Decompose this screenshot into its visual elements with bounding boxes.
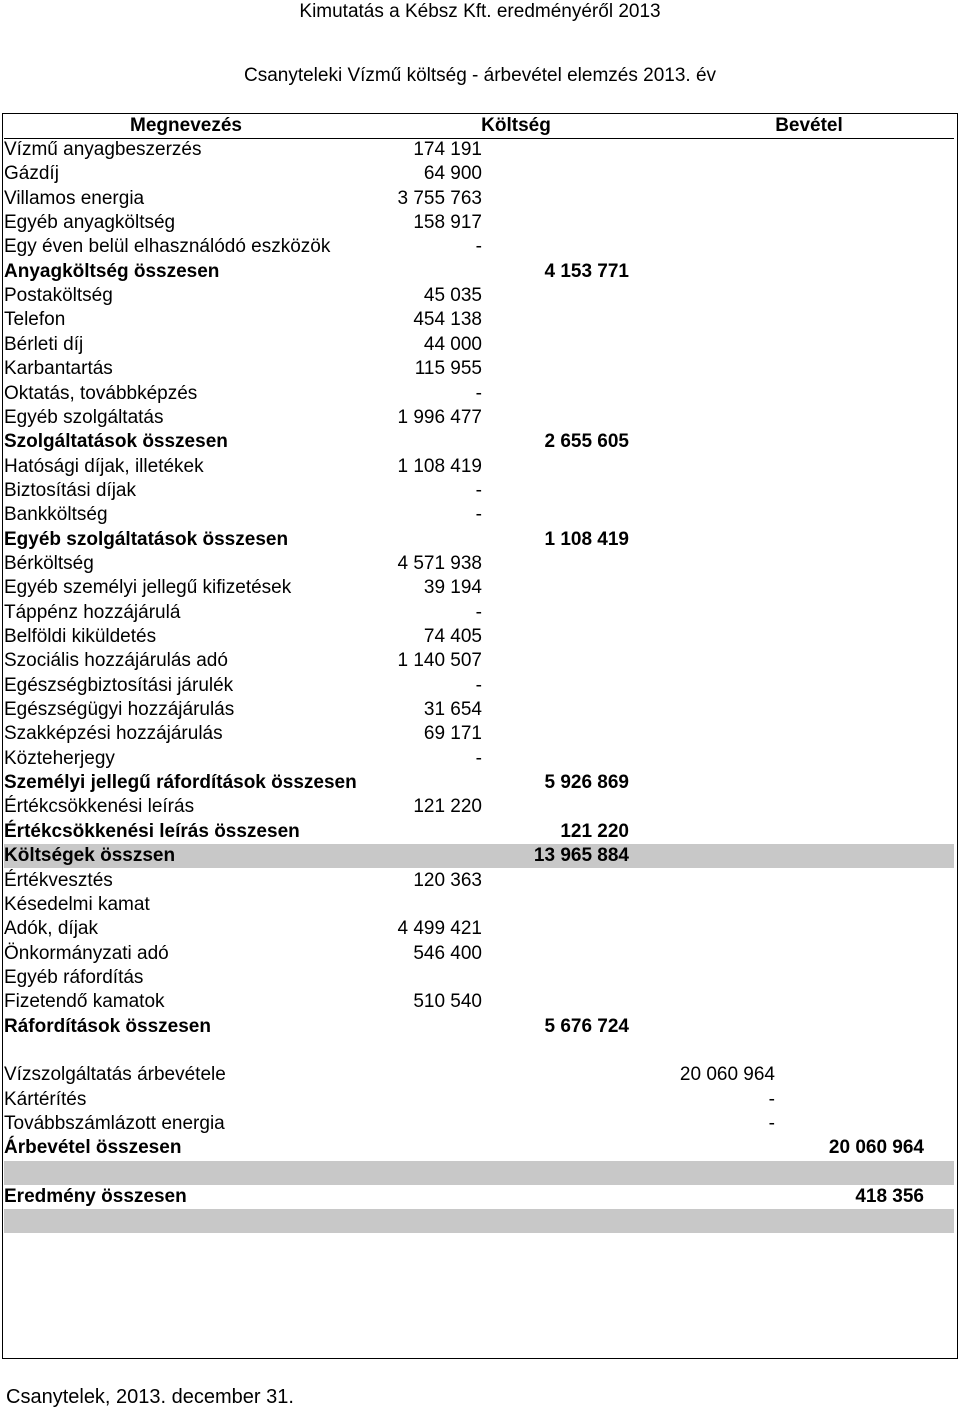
- row-cost: -: [475, 479, 482, 501]
- row-name: Bérköltség: [4, 552, 94, 574]
- table-row: [4, 601, 954, 625]
- row-name: Gázdíj: [4, 163, 59, 185]
- row-total: 418 356: [855, 1186, 924, 1208]
- table-row: [4, 795, 954, 819]
- table-row: [4, 942, 954, 966]
- table-row: [4, 820, 954, 844]
- document-subtitle: Csanyteleki Vízmű költség - árbevétel elemzés 2013. év: [243, 65, 717, 86]
- row-name: Biztosítási díjak: [4, 479, 136, 501]
- row-cost: -: [475, 674, 482, 696]
- row-name: Egy éven belül elhasználódó eszközök: [4, 236, 331, 258]
- row-cost: -: [475, 504, 482, 526]
- table-row: [4, 187, 954, 211]
- row-cost: 44 000: [423, 333, 482, 355]
- table-row: [4, 430, 954, 454]
- table-row: [4, 1209, 954, 1233]
- table-row: [4, 162, 954, 186]
- row-name: Postaköltség: [4, 285, 113, 307]
- table-header: [4, 114, 954, 139]
- row-subtotal: 2 655 605: [544, 431, 629, 453]
- row-cost: 120 363: [413, 869, 482, 891]
- row-name: Közteherjegy: [4, 747, 115, 769]
- row-subtotal: 1 108 419: [544, 528, 629, 550]
- row-cost: 510 540: [413, 991, 482, 1013]
- table-row: [4, 674, 954, 698]
- row-name: Egyéb személyi jellegű kifizetések: [4, 577, 292, 599]
- table-row: [4, 308, 954, 332]
- row-name: Anyagköltség összesen: [4, 260, 220, 282]
- row-subtotal: 121 220: [560, 820, 629, 842]
- row-subtotal: 4 153 771: [544, 260, 629, 282]
- row-name: Egyéb anyagköltség: [4, 212, 176, 234]
- table-row: [4, 528, 954, 552]
- row-name: Továbbszámlázott energia: [4, 1113, 225, 1134]
- row-name: Egyéb ráfordítás: [4, 966, 144, 988]
- row-cost: 4 571 938: [397, 552, 482, 574]
- table-row: [4, 649, 954, 673]
- row-name: Értékcsökkenési leírás összesen: [4, 820, 300, 842]
- document-title: Kimutatás a Kébsz Kft. eredményéről 2013: [299, 1, 661, 22]
- table-row: [4, 917, 954, 941]
- row-total: 20 060 964: [828, 1137, 924, 1159]
- row-name: Telefon: [4, 309, 66, 331]
- row-name: Árbevétel összesen: [4, 1137, 182, 1159]
- table-row: [4, 406, 954, 430]
- row-name: Vízszolgáltatás árbevétele: [4, 1064, 226, 1086]
- row-subtotal: 5 926 869: [544, 772, 629, 794]
- row-cost: 39 194: [423, 577, 482, 599]
- row-cost: 3 755 763: [397, 187, 482, 209]
- row-cost: 74 405: [423, 626, 482, 647]
- header-cost: Költség: [481, 115, 551, 136]
- table-row: [4, 747, 954, 771]
- table-row: [4, 260, 954, 284]
- row-name: Oktatás, továbbképzés: [4, 382, 198, 404]
- row-name: Önkormányzati adó: [4, 942, 169, 964]
- row-name: Egészségbiztosítási járulék: [4, 674, 234, 696]
- row-revenue: -: [768, 1088, 775, 1110]
- row-name: Személyi jellegű ráfordítások összesen: [4, 772, 357, 794]
- row-cost: 121 220: [413, 796, 482, 818]
- row-cost: 1 108 419: [397, 455, 482, 477]
- row-name: Értékcsökkenési leírás: [4, 796, 195, 818]
- table-row: [4, 1088, 954, 1112]
- table-row: [4, 333, 954, 357]
- table-row: [4, 1112, 954, 1136]
- row-name: Egyéb szolgáltatások összesen: [4, 528, 289, 550]
- row-name: Szociális hozzájárulás adó: [4, 650, 228, 672]
- row-cost: -: [475, 747, 482, 769]
- table-row: [4, 576, 954, 600]
- table-row: [4, 1063, 954, 1087]
- row-subtotal: 5 676 724: [544, 1015, 629, 1037]
- row-cost: 69 171: [423, 723, 482, 745]
- row-cost: 1 140 507: [397, 650, 482, 672]
- row-cost: 4 499 421: [397, 918, 482, 940]
- table-row: [4, 138, 954, 162]
- row-cost: 31 654: [423, 699, 482, 721]
- row-name: Kártérítés: [4, 1088, 87, 1110]
- row-revenue: -: [768, 1113, 775, 1134]
- table-row: [4, 1136, 954, 1160]
- table-row: [4, 382, 954, 406]
- row-cost: 546 400: [413, 942, 482, 964]
- row-cost: 158 917: [413, 212, 482, 234]
- row-name: Szolgáltatások összesen: [4, 431, 228, 453]
- row-cost: 115 955: [414, 358, 482, 380]
- row-name: Ráfordítások összesen: [4, 1015, 211, 1037]
- row-cost: -: [475, 382, 482, 404]
- row-cost: 45 035: [423, 285, 482, 307]
- table-row: [4, 698, 954, 722]
- table-row: [4, 284, 954, 308]
- row-name: Villamos energia: [4, 187, 145, 209]
- table-row: [4, 479, 954, 503]
- table-row: [4, 1015, 954, 1039]
- row-name: Egyéb szolgáltatás: [4, 406, 164, 428]
- row-name: Késedelmi kamat: [4, 893, 150, 915]
- table-row: [4, 771, 954, 795]
- row-subtotal: 13 965 884: [533, 845, 629, 867]
- row-name: Karbantartás: [4, 358, 113, 380]
- table-row: [4, 1039, 954, 1063]
- row-name: Bérleti díj: [4, 333, 84, 355]
- row-cost: -: [475, 601, 482, 623]
- table-row: [4, 625, 954, 649]
- row-name: Szakképzési hozzájárulás: [4, 723, 223, 745]
- table-row: [4, 844, 954, 868]
- row-name: Belföldi kiküldetés: [4, 626, 157, 647]
- row-name: Bankköltség: [4, 504, 108, 526]
- table-row: [4, 990, 954, 1014]
- row-name: Értékvesztés: [4, 869, 113, 891]
- header-revenue: Bevétel: [775, 115, 843, 136]
- document-footer: Csanytelek, 2013. december 31.: [6, 1386, 294, 1408]
- row-name: Eredmény összesen: [4, 1186, 187, 1208]
- row-revenue: 20 060 964: [679, 1064, 775, 1086]
- table-row: [4, 869, 954, 893]
- table-row: [4, 235, 954, 259]
- table-row: [4, 1161, 954, 1185]
- row-name: Vízmű anyagbeszerzés: [4, 139, 202, 160]
- row-name: Egészségügyi hozzájárulás: [4, 699, 235, 721]
- table-row: [4, 455, 954, 479]
- row-cost: -: [475, 236, 482, 258]
- table-row: [4, 503, 954, 527]
- table-row: [4, 722, 954, 746]
- table-row: [4, 893, 954, 917]
- row-cost: 64 900: [423, 163, 482, 185]
- table-row: [4, 357, 954, 381]
- table-row: [4, 966, 954, 990]
- row-cost: 174 191: [413, 139, 482, 160]
- row-name: Költségek összsen: [4, 845, 176, 867]
- header-name: Megnevezés: [130, 115, 242, 136]
- row-cost: 454 138: [413, 309, 482, 331]
- row-name: Hatósági díjak, illetékek: [4, 455, 204, 477]
- table-row: [4, 552, 954, 576]
- row-name: Adók, díjak: [4, 918, 98, 940]
- row-name: Fizetendő kamatok: [4, 991, 165, 1013]
- table-row: [4, 1185, 954, 1209]
- row-cost: 1 996 477: [397, 406, 482, 428]
- table-row: [4, 211, 954, 235]
- row-name: Táppénz hozzájárulá: [4, 601, 181, 623]
